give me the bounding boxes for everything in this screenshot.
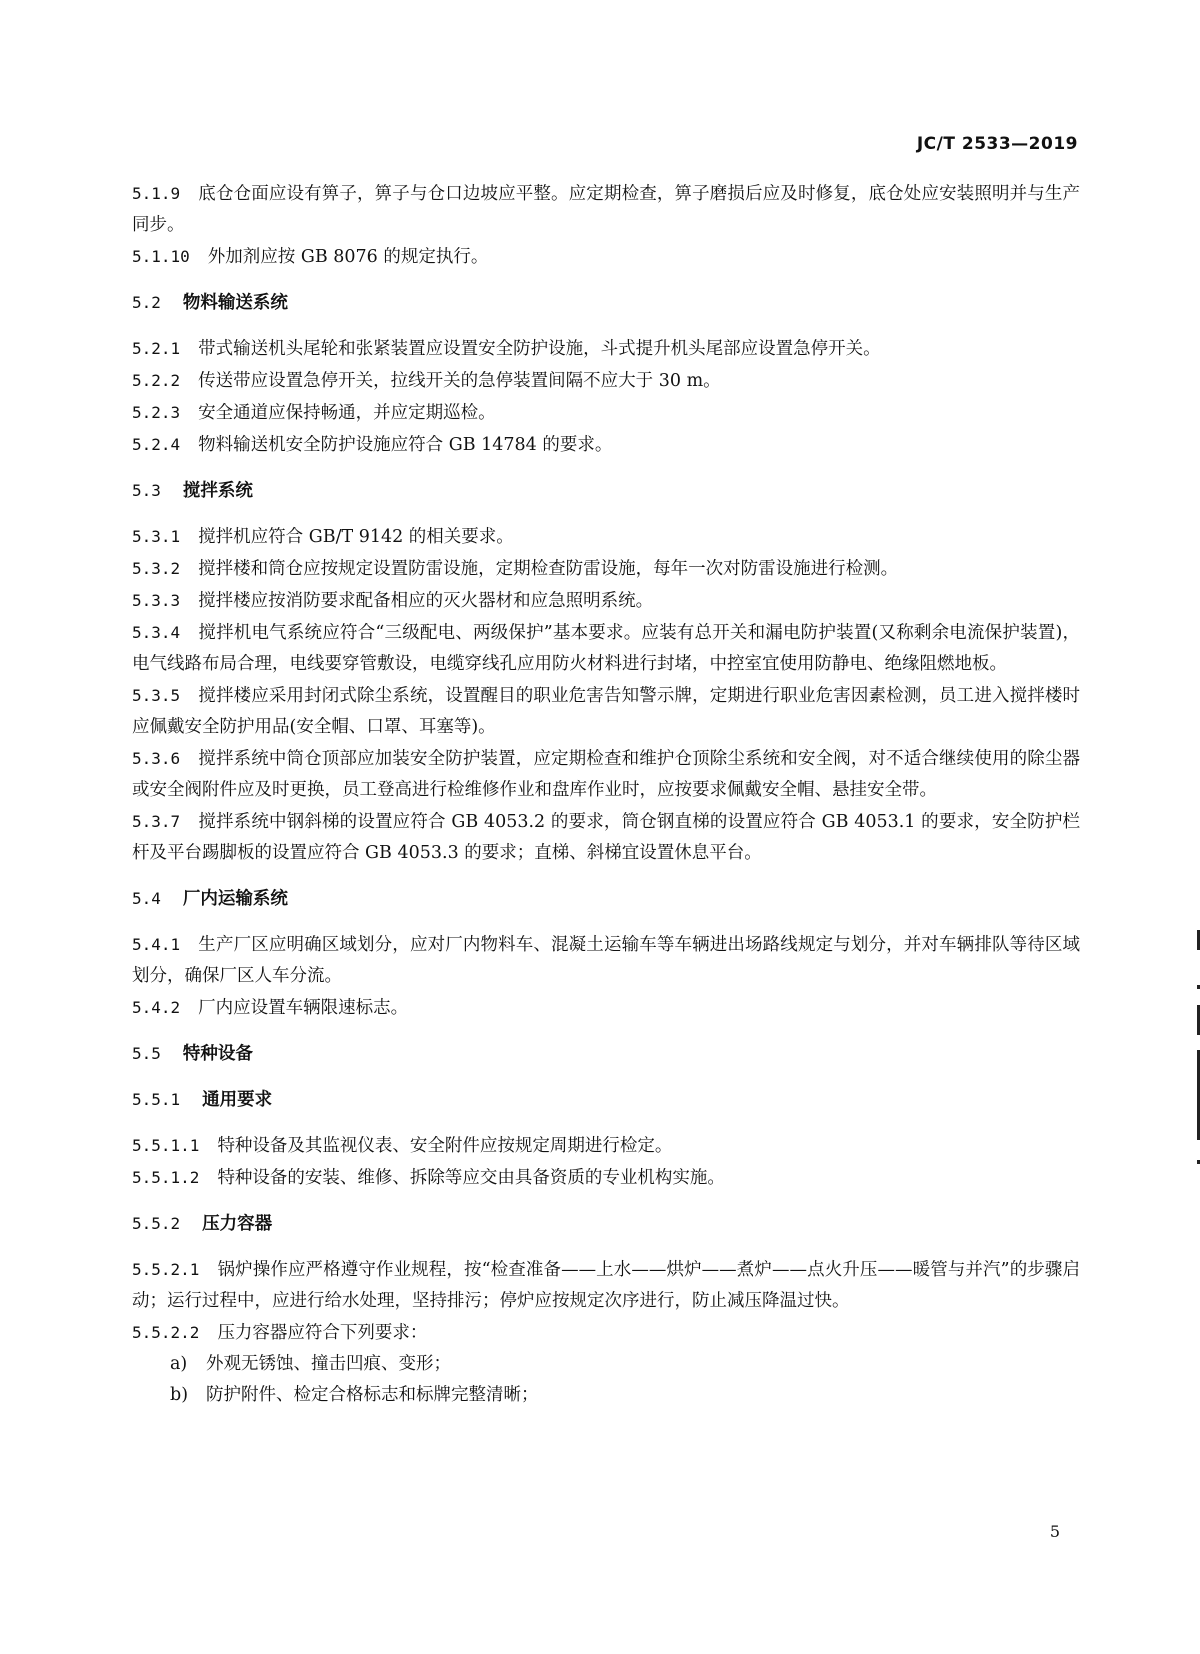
- clause-paragraph: [132, 992, 1080, 1024]
- clause-paragraph: [132, 617, 1080, 680]
- clause-number: 5.5.1.2: [132, 1168, 200, 1187]
- clause-text: 特种设备的安装、维修、拆除等应交由具备资质的专业机构实施。: [217, 1168, 725, 1188]
- clause-paragraph: [132, 1162, 1080, 1194]
- clause-text: 搅拌系统中钢斜梯的设置应符合 GB 4053.2 的要求，筒仓钢直梯的设置应符合 GB 4053.1 的要求，安全防护栏杆及平台踢脚板的设置应符合 GB 4053.3 的要求；直梯、斜梯宜设置休息平台。: [132, 812, 1080, 863]
- clause-text: 物料输送机安全防护设施应符合 GB 14784 的要求。: [198, 435, 613, 455]
- clause-number: 5.3.3: [132, 591, 181, 610]
- clause-text: 物料输送系统: [182, 293, 288, 313]
- clause-paragraph: [132, 743, 1080, 806]
- clause-text: 生产厂区应明确区域划分，应对厂内物料车、混凝土运输车等车辆进出场路线规定与划分，并对车辆排队等待区域划分，确保厂区人车分流。: [132, 935, 1080, 986]
- document-body: [132, 178, 1080, 1411]
- standard-code: JC/T 2533—2019: [916, 134, 1078, 154]
- clause-paragraph: [132, 521, 1080, 553]
- section-heading: [132, 1208, 1080, 1240]
- page-number: 5: [1049, 1522, 1060, 1541]
- clause-paragraph: [132, 397, 1080, 429]
- clause-text: 搅拌楼应按消防要求配备相应的灭火器材和应急照明系统。: [198, 591, 654, 611]
- clause-paragraph: [132, 178, 1080, 241]
- clause-number: 5.5.1.1: [132, 1136, 200, 1155]
- clause-text: 压力容器: [202, 1214, 273, 1234]
- clause-text: 搅拌机电气系统应符合“三级配电、两级保护”基本要求。应装有总开关和漏电防护装置(又称剩余电流保护装置)，电气线路布局合理，电线要穿管敷设，电缆穿线孔应用防火材料进行封堵，中控室宜使用防静电、绝缘阻燃地板。: [132, 623, 1080, 674]
- clause-paragraph: [132, 585, 1080, 617]
- clause-number: 5.1.9: [132, 184, 181, 203]
- section-heading: [132, 1084, 1080, 1116]
- section-heading: [132, 883, 1080, 915]
- clause-paragraph: [132, 1130, 1080, 1162]
- clause-paragraph: [132, 1317, 1080, 1349]
- section-heading: [132, 287, 1080, 319]
- clause-number: 5.2.4: [132, 435, 181, 454]
- clause-number: 5.2.2: [132, 371, 181, 390]
- clause-text: 压力容器应符合下列要求：: [217, 1323, 428, 1343]
- clause-paragraph: [132, 806, 1080, 869]
- clause-number: 5.3.1: [132, 527, 181, 546]
- clause-number: 5.1.10: [132, 247, 190, 266]
- clause-paragraph: [132, 1254, 1080, 1317]
- clause-number: 5.5.1: [132, 1090, 181, 1109]
- clause-number: 5.3: [132, 481, 161, 500]
- list-item: [170, 1349, 1080, 1380]
- clause-number: 5.3.4: [132, 623, 181, 642]
- clause-number: a): [170, 1354, 188, 1374]
- clause-text: 搅拌楼和筒仓应按规定设置防雷设施，定期检查防雷设施，每年一次对防雷设施进行检测。: [198, 559, 899, 579]
- clause-text: 传送带应设置急停开关，拉线开关的急停装置间隔不应大于 30 m。: [198, 371, 721, 391]
- clause-paragraph: [132, 929, 1080, 992]
- clause-number: 5.2.1: [132, 339, 181, 358]
- clause-text: 带式输送机头尾轮和张紧装置应设置安全防护设施，斗式提升机头尾部应设置急停开关。: [198, 339, 881, 359]
- clause-number: 5.5.2: [132, 1214, 181, 1233]
- clause-number: 5.2.3: [132, 403, 181, 422]
- clause-number: 5.4: [132, 889, 161, 908]
- clause-number: 5.5.2.2: [132, 1323, 200, 1342]
- clause-number: 5.5.2.1: [132, 1260, 200, 1279]
- clause-text: 厂内运输系统: [182, 889, 288, 909]
- clause-text: 特种设备及其监视仪表、安全附件应按规定周期进行检定。: [217, 1136, 673, 1156]
- clause-paragraph: [132, 429, 1080, 461]
- clause-text: 外观无锈蚀、撞击凹痕、变形；: [206, 1354, 451, 1374]
- section-heading: [132, 475, 1080, 507]
- clause-number: b): [170, 1385, 189, 1405]
- clause-number: 5.3.6: [132, 749, 181, 768]
- clause-number: 5.5: [132, 1044, 161, 1063]
- clause-text: 搅拌系统中筒仓顶部应加装安全防护装置，应定期检查和维护仓顶除尘系统和安全阀，对不适合继续使用的除尘器或安全阀附件应及时更换，员工登高进行检维修作业和盘库作业时，应按要求佩戴安全帽、悬挂安全带。: [132, 749, 1080, 800]
- clause-number: 5.4.1: [132, 935, 181, 954]
- clause-paragraph: [132, 333, 1080, 365]
- clause-text: 通用要求: [202, 1090, 273, 1110]
- clause-paragraph: [132, 553, 1080, 585]
- clause-text: 厂内应设置车辆限速标志。: [198, 998, 409, 1018]
- clause-text: 搅拌机应符合 GB/T 9142 的相关要求。: [198, 527, 514, 547]
- clause-number: 5.4.2: [132, 998, 181, 1017]
- clause-text: 防护附件、检定合格标志和标牌完整清晰；: [206, 1385, 539, 1405]
- clause-number: 5.3.2: [132, 559, 181, 578]
- clause-paragraph: [132, 241, 1080, 273]
- clause-paragraph: [132, 365, 1080, 397]
- list-item: [170, 1380, 1080, 1411]
- clause-number: 5.3.7: [132, 812, 181, 831]
- clause-number: 5.3.5: [132, 686, 181, 705]
- clause-text: 底仓仓面应设有箅子，箅子与仓口边坡应平整。应定期检查，箅子磨损后应及时修复，底仓处应安装照明并与生产同步。: [132, 184, 1080, 235]
- clause-number: 5.2: [132, 293, 161, 312]
- clause-text: 安全通道应保持畅通，并应定期巡检。: [198, 403, 496, 423]
- clause-text: 外加剂应按 GB 8076 的规定执行。: [207, 247, 489, 267]
- clause-text: 搅拌系统: [182, 481, 253, 501]
- clause-text: 搅拌楼应采用封闭式除尘系统，设置醒目的职业危害告知警示牌，定期进行职业危害因素检测，员工进入搅拌楼时应佩戴安全防护用品(安全帽、口罩、耳塞等)。: [132, 686, 1080, 737]
- clause-paragraph: [132, 680, 1080, 743]
- clause-text: 锅炉操作应严格遵守作业规程，按“检查准备——上水——烘炉——煮炉——点火升压——暖管与并汽”的步骤启动；运行过程中，应进行给水处理，坚持排污；停炉应按规定次序进行，防止减压降温过快。: [132, 1260, 1080, 1311]
- section-heading: [132, 1038, 1080, 1070]
- clause-text: 特种设备: [182, 1044, 253, 1064]
